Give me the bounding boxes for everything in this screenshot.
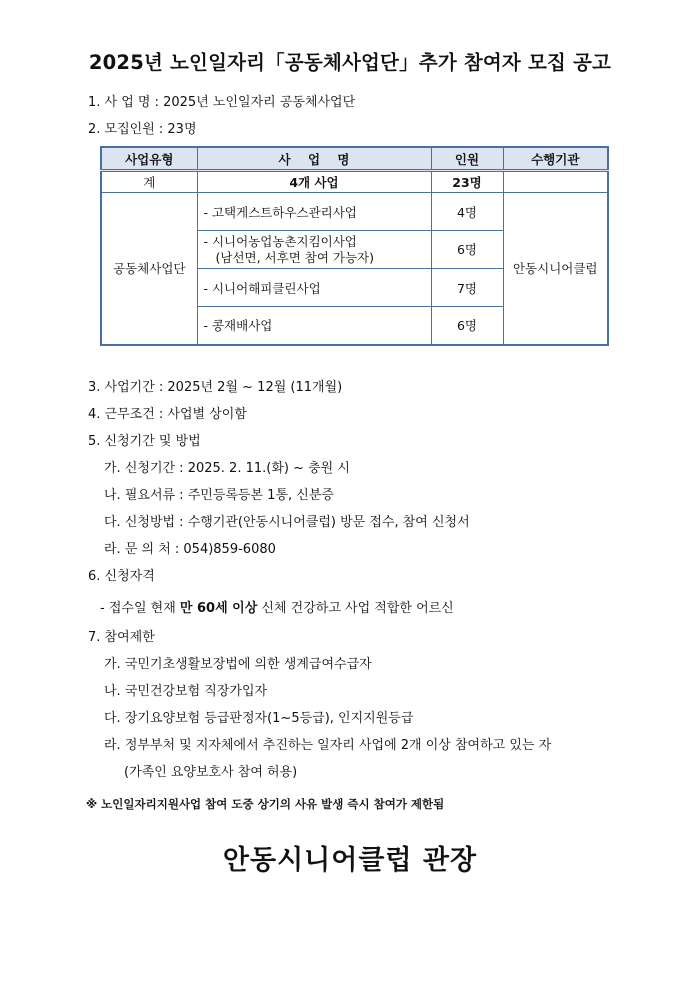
eligibility-age: 만 60세 이상 [179, 601, 258, 616]
page-title: 2025년 노인일자리「공동체사업단」추가 참여자 모집 공고 [88, 51, 612, 74]
header-name: 사 업 명 [197, 147, 431, 171]
eligibility-text [100, 597, 454, 616]
table-row [101, 193, 608, 231]
total-label: 계 [101, 171, 197, 193]
row-name: - 콩재배사업 [197, 307, 431, 345]
row-name-cell [197, 231, 431, 269]
item-eligibility: 6. 신청자격 [88, 569, 155, 584]
item-restrictions: 7. 참여제한 [88, 630, 155, 645]
restriction-item-continued: (가족인 요양보호사 참여 허용) [124, 765, 298, 780]
restriction-item: 라. 정부부처 및 지자체에서 추진하는 일자리 사업에 2개 이상 참여하고 있는 자 [104, 738, 552, 753]
total-name: 4개 사업 [197, 171, 431, 193]
total-org [503, 171, 608, 193]
row-count: 4명 [431, 193, 503, 231]
application-period: 가. 신청기간 : 2025. 2. 11.(화) ~ 충원 시 [104, 461, 350, 476]
restriction-item: 가. 국민기초생활보장법에 의한 생계급여수급자 [104, 657, 372, 672]
row-name: - 고택게스트하우스관리사업 [197, 193, 431, 231]
business-table [100, 146, 609, 346]
item-business-name: 1. 사 업 명 : 2025년 노인일자리 공동체사업단 [88, 95, 356, 110]
row-count: 6명 [431, 307, 503, 345]
eligibility-post: 신체 건강하고 사업 적합한 어르신 [257, 601, 454, 616]
row-name-note: (남선면, 서후면 참여 가능자) [215, 249, 374, 265]
row-name: - 시니어해피클린사업 [197, 269, 431, 307]
header-count: 인원 [431, 147, 503, 171]
row-name: - 시니어농업농촌지킴이사업 [203, 233, 357, 249]
header-type: 사업유형 [101, 147, 197, 171]
group-type: 공동체사업단 [101, 193, 197, 345]
issuer-signature: 안동시니어클럽 관장 [222, 845, 478, 876]
item-recruit-count: 2. 모집인원 : 23명 [88, 122, 197, 137]
item-application: 5. 신청기간 및 방법 [88, 434, 201, 449]
group-org: 안동시니어클럽 [503, 193, 608, 345]
restriction-note: ※ 노인일자리지원사업 참여 도중 상기의 사유 발생 즉시 참여가 제한됨 [86, 797, 445, 811]
restriction-item: 나. 국민건강보험 직장가입자 [104, 684, 268, 699]
row-count: 7명 [431, 269, 503, 307]
table-total-row [101, 171, 608, 193]
eligibility-pre: - 접수일 현재 [100, 601, 180, 616]
application-documents: 나. 필요서류 : 주민등록등본 1통, 신분증 [104, 488, 334, 503]
table-header-row [101, 147, 608, 171]
application-method: 다. 신청방법 : 수행기관(안동시니어클럽) 방문 접수, 참여 신청서 [104, 515, 470, 530]
application-contact: 라. 문 의 처 : 054)859-6080 [104, 542, 276, 557]
restriction-item: 다. 장기요양보험 등급판정자(1~5등급), 인지지원등급 [104, 711, 414, 726]
item-period: 3. 사업기간 : 2025년 2월 ~ 12월 (11개월) [88, 380, 343, 395]
total-count: 23명 [431, 171, 503, 193]
row-count: 6명 [431, 231, 503, 269]
header-org: 수행기관 [503, 147, 608, 171]
item-conditions: 4. 근무조건 : 사업별 상이함 [88, 407, 247, 422]
